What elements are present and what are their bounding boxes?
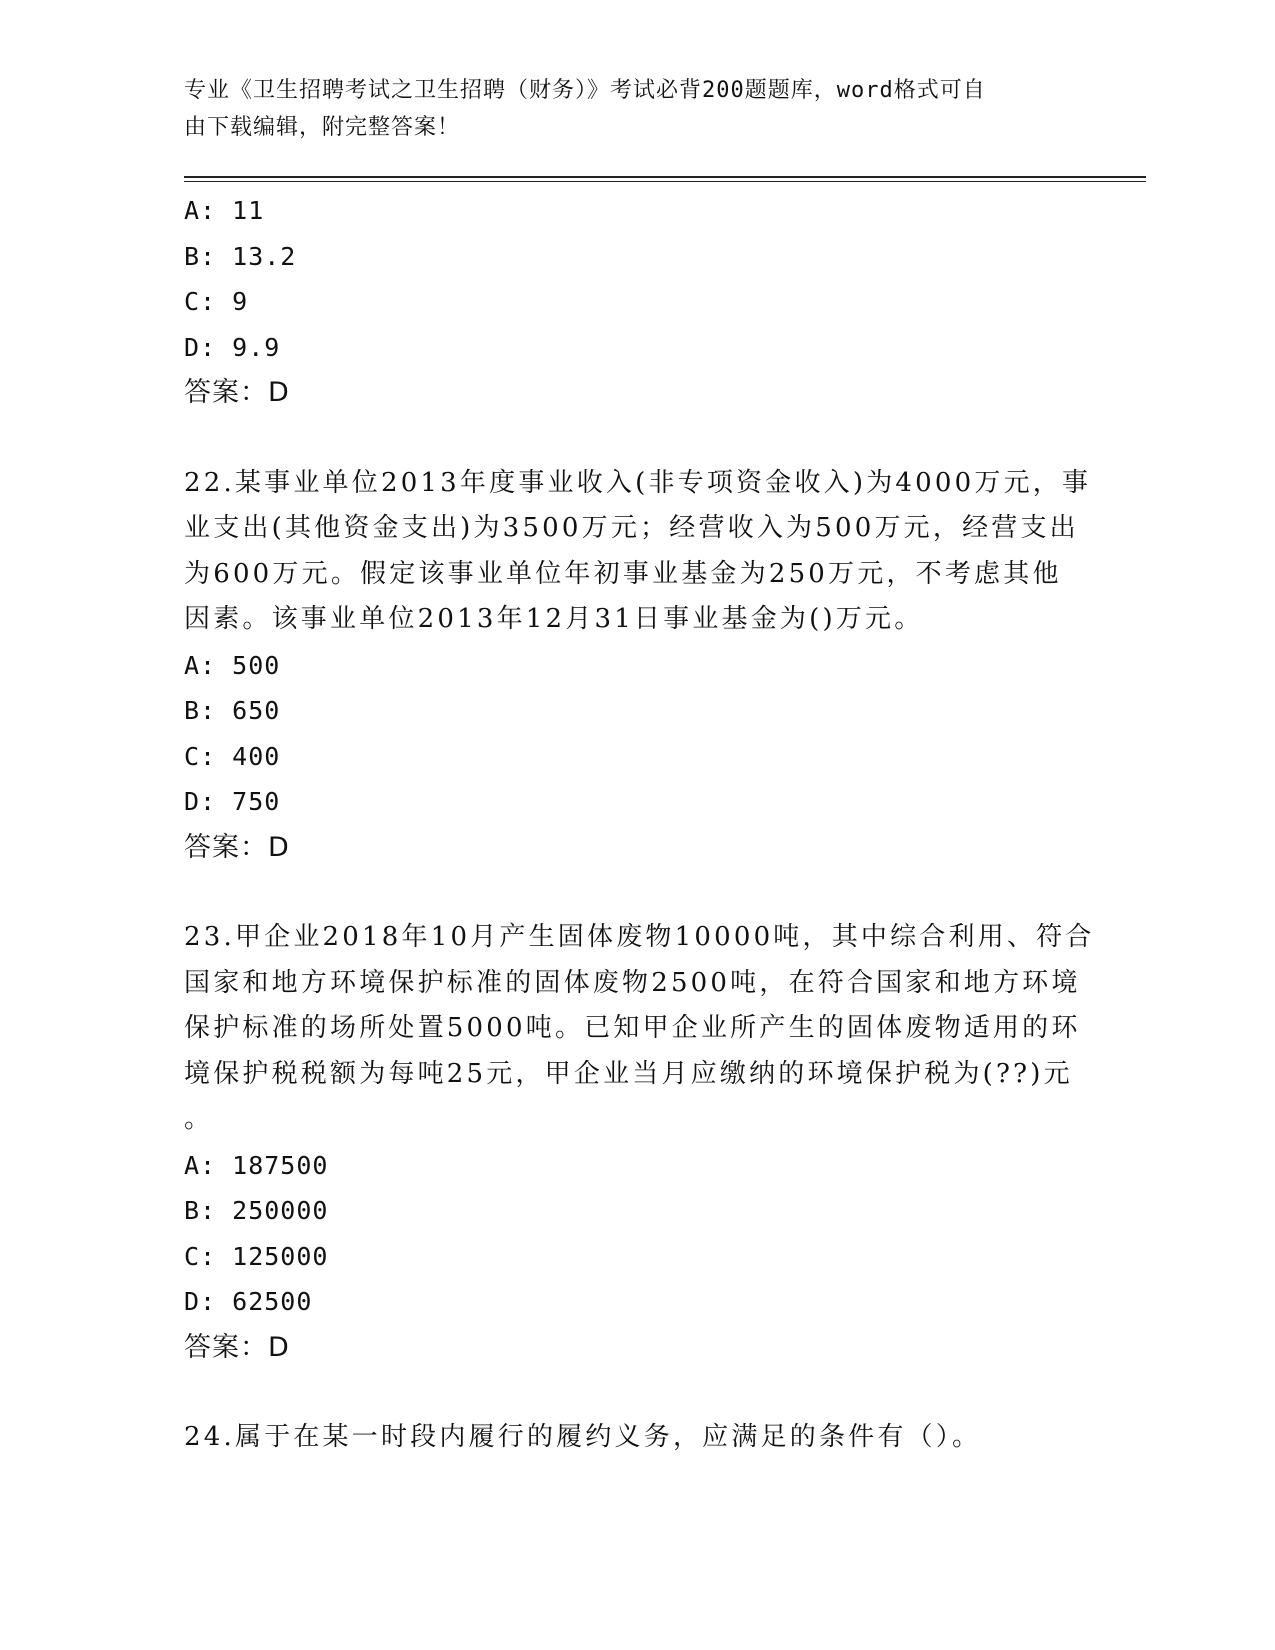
option-d: D: 62500 [184, 1287, 313, 1316]
option-d: D: 750 [184, 787, 281, 816]
answer-line: 答案：D [184, 831, 290, 863]
spacer [184, 1370, 1084, 1415]
option-b: B: 650 [184, 696, 281, 725]
option-c: C: 400 [184, 741, 281, 771]
header-divider-thin [184, 181, 1146, 182]
question-text-line: 境保护税税额为每吨25元，甲企业当月应缴纳的环境保护税为(??)元 [184, 1058, 1073, 1089]
question-text-line: 24.属于在某一时段内履行的履约义务，应满足的条件有（）。 [184, 1422, 982, 1452]
answer-line: 答案：D [184, 377, 290, 408]
question-content [184, 188, 1095, 1461]
document-header [184, 72, 1064, 146]
option-a: A: 500 [184, 650, 281, 680]
option-c: C: 125000 [184, 1241, 329, 1271]
option-c: C: 9 [184, 287, 249, 316]
question-text-line: 因素。该事业单位2013年12月31日事业基金为()万元。 [184, 604, 924, 634]
question-text-line: 业支出(其他资金支出)为3500万元；经营收入为500万元，经营支出 [184, 513, 1079, 543]
option-a: A: 11 [184, 196, 265, 225]
question-22 [184, 461, 1092, 871]
header-line-2: 由下载编辑，附完整答案！ [184, 115, 461, 140]
option-b: B: 13.2 [184, 241, 297, 271]
question-text-line: 。 [184, 1104, 214, 1134]
spacer [184, 416, 1084, 461]
question-text-line: 23.甲企业2018年10月产生固体废物10000吨，其中综合利用、符合 [184, 922, 1095, 952]
question-24 [184, 1415, 1084, 1461]
question-text-line: 国家和地方环境保护标准的固体废物2500吨，在符合国家和地方环境 [184, 967, 1081, 998]
header-divider-thick [184, 176, 1146, 178]
option-d: D: 9.9 [184, 332, 281, 362]
question-23 [184, 915, 1095, 1370]
header-line-1: 专业《卫生招聘考试之卫生招聘（财务）》考试必背200题题库，word格式可自 [184, 78, 986, 103]
option-b: B: 250000 [184, 1196, 329, 1225]
question-21-options [184, 188, 1084, 416]
question-text-line: 22.某事业单位2013年度事业收入(非专项资金收入)为4000万元，事 [184, 467, 1092, 498]
question-text-line: 保护标准的场所处置5000吨。已知甲企业所产生的固体废物适用的环 [184, 1013, 1081, 1043]
question-text-line: 为600万元。假定该事业单位年初事业基金为250万元，不考虑其他 [184, 558, 1062, 589]
answer-line: 答案：D [184, 1331, 290, 1363]
spacer [184, 870, 1084, 915]
option-a: A: 187500 [184, 1150, 329, 1180]
